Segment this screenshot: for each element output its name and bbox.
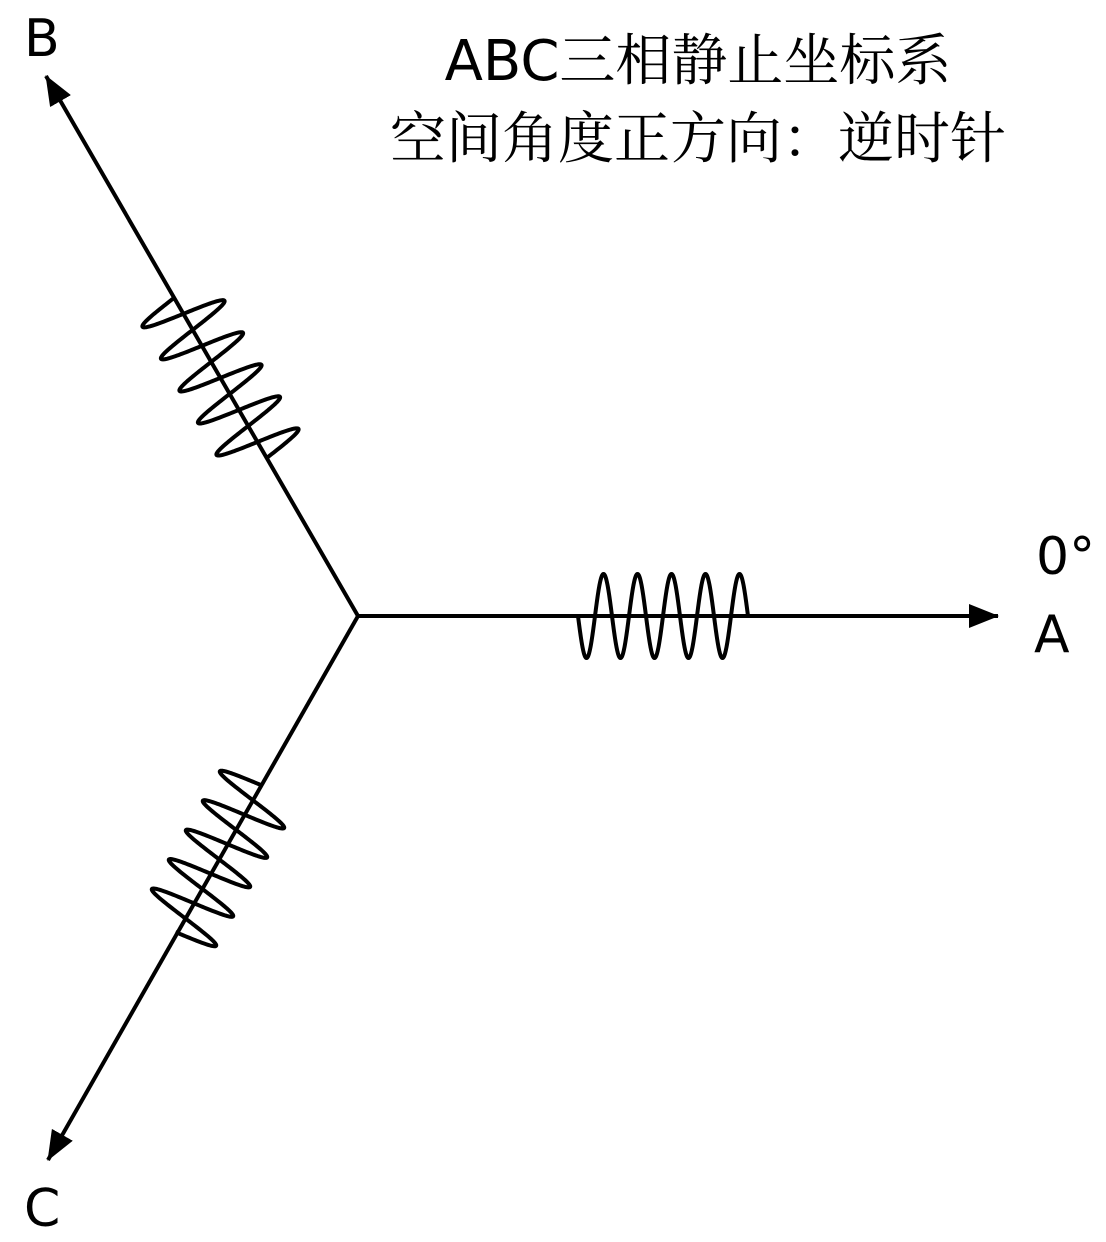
title-line-1: ABC三相静止坐标系 xyxy=(444,29,952,94)
winding-b-coil xyxy=(142,298,298,458)
axis-label-b: B xyxy=(24,9,60,69)
origin-point xyxy=(356,614,360,618)
axis-label-c: C xyxy=(24,1179,61,1239)
axis-label-a: A xyxy=(1034,605,1070,665)
winding-c-coil xyxy=(152,771,284,947)
title-line-2: 空间角度正方向：逆时针 xyxy=(390,107,1006,172)
angle-label-a: 0° xyxy=(1036,527,1096,587)
